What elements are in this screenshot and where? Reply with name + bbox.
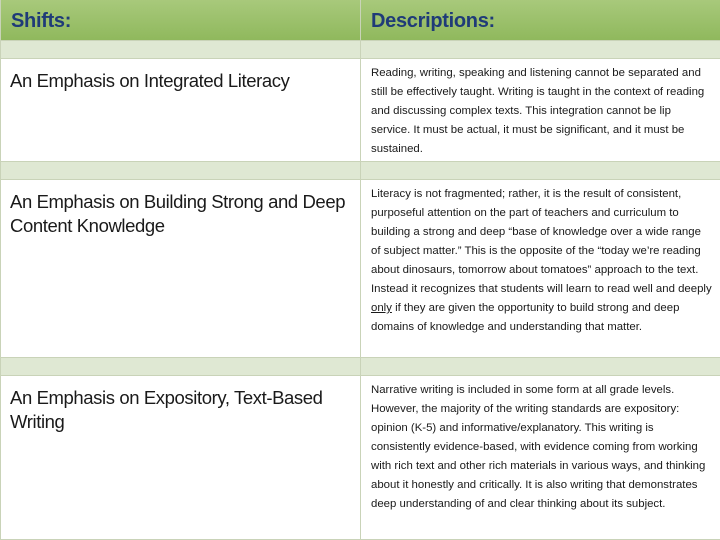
shift-description: Reading, writing, speaking and listening cannot be separated and still be effectively taught. Writing is taught in the context of reading and discussing complex texts. This integration cannot be lip service. It must be actual, it must be significant, and it must be sustained. xyxy=(361,59,720,162)
shift-title: An Emphasis on Expository, Text-Based Writing xyxy=(1,376,361,540)
table-header-row xyxy=(1,0,720,41)
table-row xyxy=(1,180,720,358)
underlined-word: only xyxy=(371,302,392,314)
spacer-row xyxy=(1,162,720,180)
shift-title: An Emphasis on Integrated Literacy xyxy=(1,59,361,162)
shift-description: Narrative writing is included in some form at all grade levels. However, the majority of the writing standards are expository: opinion (K-5) and informative/explanatory. This writing is consistently evidence-based, with evidence coming from working with rich text and other rich materials in various ways, and thinking about it honestly and critically. It is also writing that demonstrates deep understanding of and clear thinking about its subject. xyxy=(361,376,720,540)
table-row xyxy=(1,59,720,162)
description-text: if they are given the opportunity to build strong and deep domains of knowledge and understanding that matter. xyxy=(371,302,680,333)
descriptions-header: Descriptions: xyxy=(361,0,720,41)
shift-title: An Emphasis on Building Strong and Deep Content Knowledge xyxy=(1,180,361,358)
spacer-row xyxy=(1,358,720,376)
table-row xyxy=(1,376,720,540)
spacer-row xyxy=(1,41,720,59)
shifts-header: Shifts: xyxy=(1,0,361,41)
shift-description xyxy=(361,180,720,358)
description-text: Literacy is not fragmented; rather, it is the result of consistent, purposeful attention on the part of teachers and curriculum to building a strong and deep “base of knowledge over a wide range of subject matter.” This is the opposite of the “today we’re reading about dinosaurs, tomorrow about tomatoes” approach to the text. Instead it recognizes that students will learn to read well and deeply xyxy=(371,188,712,295)
